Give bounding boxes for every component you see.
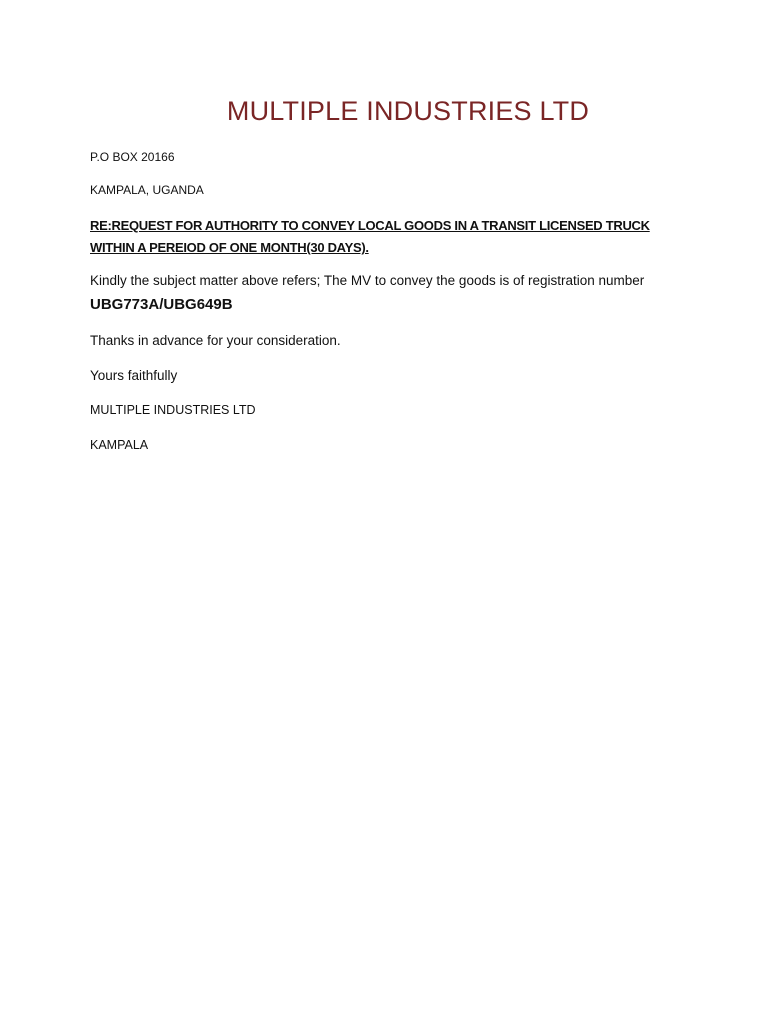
closing-line: Yours faithfully xyxy=(90,368,178,383)
subject-line-1: RE:REQUEST FOR AUTHORITY TO CONVEY LOCAL GOODS IN A TRANSIT LICENSED TRUCK xyxy=(90,218,650,233)
city-address: KAMPALA, UGANDA xyxy=(90,183,204,197)
body-paragraph: Kindly the subject matter above refers; The MV to convey the goods is of registration number xyxy=(90,273,645,288)
subject-line-2: WITHIN A PEREIOD OF ONE MONTH(30 DAYS). xyxy=(90,240,369,255)
thanks-line: Thanks in advance for your consideration. xyxy=(90,333,341,348)
company-title: MULTIPLE INDUSTRIES LTD xyxy=(226,96,590,126)
po-box-address: P.O BOX 20166 xyxy=(90,150,175,164)
signature-company: MULTIPLE INDUSTRIES LTD xyxy=(90,403,256,417)
signature-city: KAMPALA xyxy=(90,438,149,452)
subject-heading xyxy=(90,215,680,259)
registration-number: UBG773A/UBG649B xyxy=(90,296,233,313)
